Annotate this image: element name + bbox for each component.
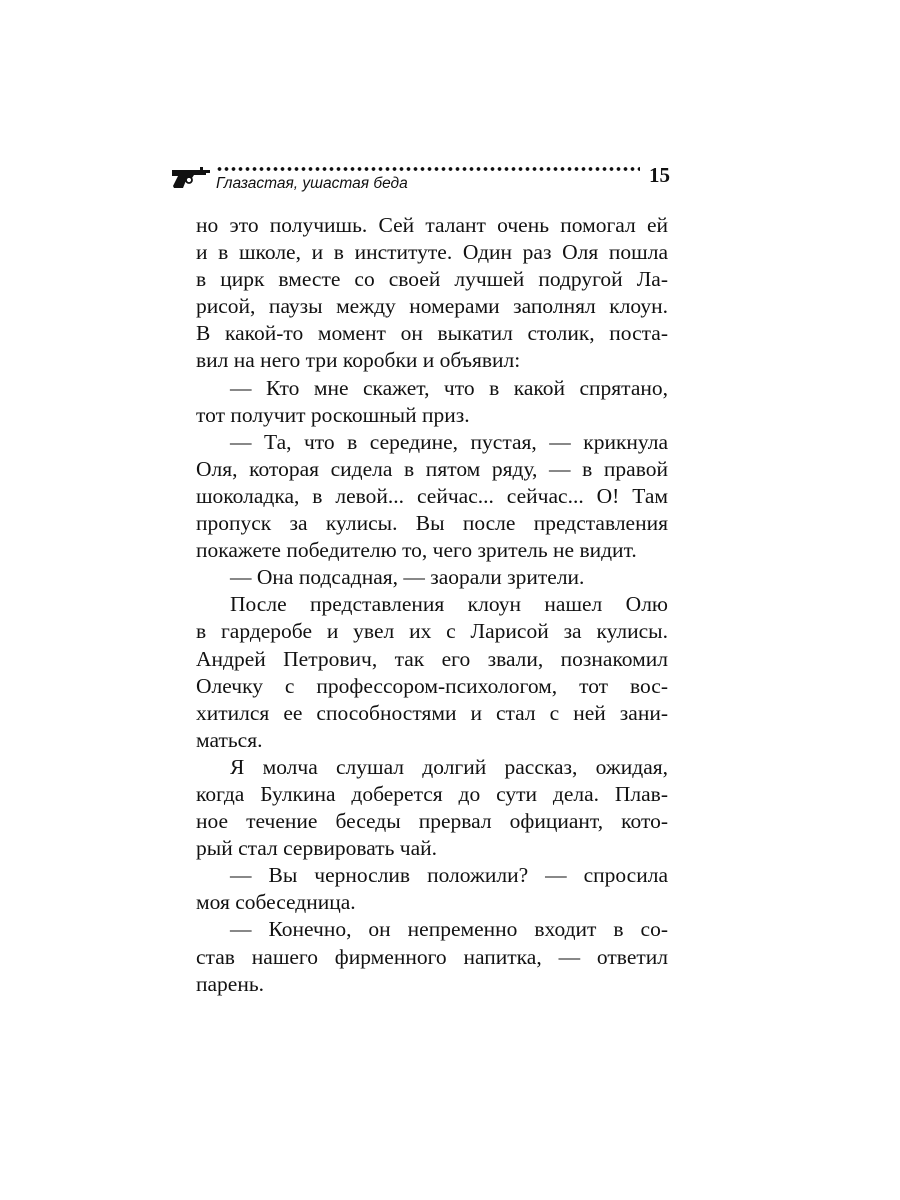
text-line: В какой-то момент он выкатил столик, поста- xyxy=(196,321,668,346)
text-line: парень. xyxy=(196,971,265,996)
text-line: — Та, что в середине, пустая, — крикнула xyxy=(230,429,668,454)
text-line: ное течение беседы прервал официант, кото- xyxy=(196,809,668,834)
text-line: покажете победителю то, чего зритель не видит. xyxy=(196,538,637,563)
text-line: моя собеседница. xyxy=(196,890,356,915)
paragraph xyxy=(196,862,668,916)
page-header xyxy=(168,158,672,198)
paragraph xyxy=(196,564,668,591)
body-text xyxy=(196,212,668,998)
page-number: 15 xyxy=(649,163,670,187)
text-line: рый стал сервировать чай. xyxy=(196,836,438,861)
text-line: тот получит роскошный приз. xyxy=(196,402,470,427)
text-line: в гардеробе и увел их с Ларисой за кулисы. xyxy=(196,619,668,644)
paragraph xyxy=(196,754,668,862)
text-line: когда Булкина доберется до сути дела. Плав- xyxy=(196,781,668,806)
text-line: маться. xyxy=(196,727,263,752)
text-line: Олечку с профессором-психологом, тот вос- xyxy=(196,673,668,698)
text-line: хитился ее способностями и стал с ней зани- xyxy=(196,700,668,725)
paragraph xyxy=(196,429,668,564)
text-line: Я молча слушал долгий рассказ, ожидая, xyxy=(230,754,668,779)
text-line: — Она подсадная, — заорали зрители. xyxy=(230,565,585,590)
text-line: рисой, паузы между номерами заполнял клоун. xyxy=(196,294,668,319)
text-line: — Конечно, он непременно входит в со- xyxy=(230,917,668,942)
revolver-icon xyxy=(170,164,214,192)
text-line: и в школе, и в институте. Один раз Оля пошла xyxy=(196,240,668,265)
text-line: шоколадка, в левой... сейчас... сейчас... О! Там xyxy=(196,483,668,508)
paragraph xyxy=(196,916,668,997)
text-line: пропуск за кулисы. Вы после представления xyxy=(196,511,668,536)
text-line: Оля, которая сидела в пятом ряду, — в правой xyxy=(196,456,668,481)
text-line: но это получишь. Сей талант очень помогал ей xyxy=(196,213,668,237)
text-line: Андрей Петрович, так его звали, познакомил xyxy=(196,646,668,671)
dotted-rule xyxy=(216,166,640,172)
text-line: — Кто мне скажет, что в какой спрятано, xyxy=(230,375,668,400)
running-title: Глазастая, ушастая беда xyxy=(216,175,408,192)
text-line: в цирк вместе со своей лучшей подругой Ла- xyxy=(196,267,668,292)
paragraph xyxy=(196,591,668,754)
text-line: вил на него три коробки и объявил: xyxy=(196,348,521,373)
text-line: После представления клоун нашел Олю xyxy=(230,592,668,617)
paragraph xyxy=(196,375,668,429)
paragraph xyxy=(196,212,668,375)
text-line: — Вы чернослив положили? — спросила xyxy=(230,863,668,888)
text-line: став нашего фирменного напитка, — ответил xyxy=(196,944,668,969)
